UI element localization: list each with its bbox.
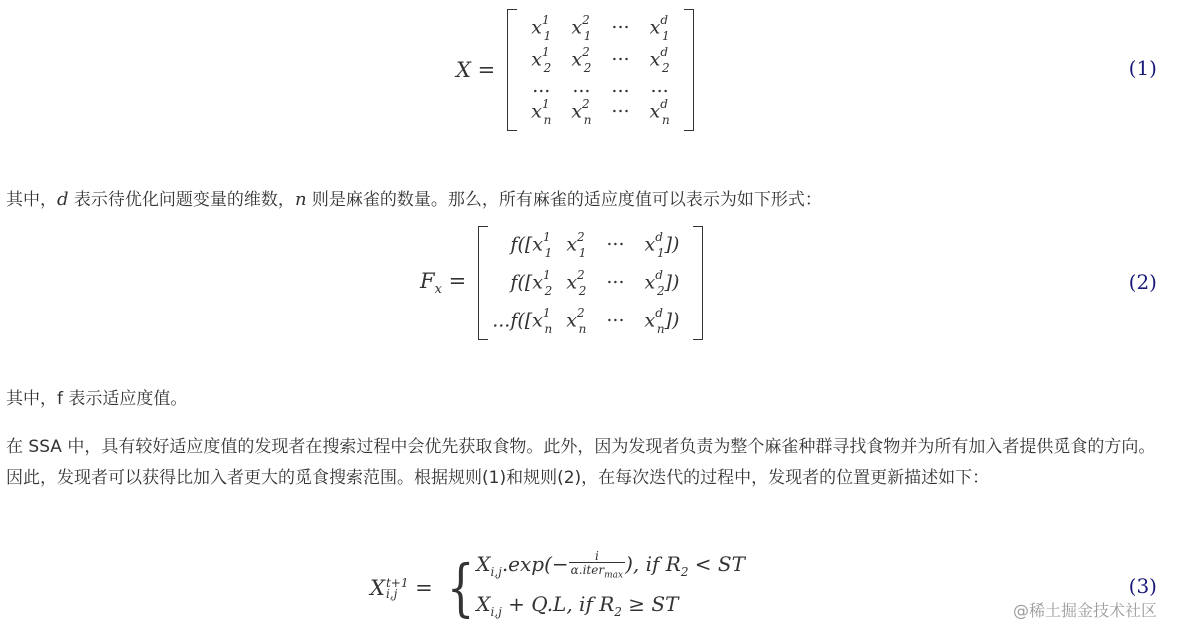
matrix-cell: $x^d_n$])	[644, 306, 680, 337]
left-brace: {	[446, 551, 475, 624]
case-1: $X_{i,j}.\exp(-$ $\frac{i}{\alpha.iter_{max}}$ ), if $R_2$ < ST	[476, 548, 745, 581]
cases	[476, 548, 745, 628]
paragraph-discoverer: 在 SSA 中，具有较好适应度值的发现者在搜索过程中会优先获取食物。此外，因为发现者负责为整个麻雀种群寻找食物并为所有加入者提供觅食的方向。因此，发现者可以获得比加入者更大的觅食搜索范围。根据规则(1)和规则(2)，在每次迭代的过程中，发现者的位置更新描述如下：	[6, 437, 1156, 488]
para1-text-2: 表示待优化问题变量的维数，	[68, 190, 295, 210]
equation-1-body	[456, 12, 694, 128]
watermark: @稀土掘金技术社区	[1012, 601, 1157, 620]
equation-2	[0, 227, 1177, 337]
var-n: n	[294, 189, 307, 210]
matrix-cell: $x^d_1$	[649, 12, 670, 43]
equation-3-lhs: X t+1 i,j =	[370, 575, 433, 602]
matrix-cell: ...	[606, 265, 625, 288]
matrix-cell: $x^d_1$])	[644, 229, 680, 260]
matrix-cell: ...	[532, 75, 551, 98]
matrix-cell: $x^2_1$	[566, 229, 587, 260]
matrix-cell: ...	[611, 75, 630, 98]
matrix-cell: $...f([x^1_n$	[492, 306, 553, 337]
equation-3	[0, 548, 1177, 624]
matrix-cell: $x^d_n$	[649, 97, 670, 128]
equation-2-number: (2)	[1128, 270, 1157, 294]
para1-text-1: 其中，	[6, 190, 57, 210]
equation-2-lhs: $F_x$ =	[420, 268, 467, 298]
equation-3-number: (3)	[1128, 574, 1157, 598]
paragraph-fitness: 其中，f 表示适应度值。	[6, 389, 188, 409]
equation-2-body	[420, 227, 703, 337]
matrix-cell: $x^2_2$	[571, 44, 592, 76]
matrix-cell: ...	[650, 75, 669, 98]
matrix-fx	[478, 226, 703, 340]
matrix-cell: $x^1_2$	[531, 44, 552, 76]
matrix-x	[507, 9, 693, 131]
matrix-cell: $f([x^1_2$	[510, 267, 553, 299]
matrix-cell: $x^1_n$	[531, 97, 552, 128]
matrix-cell: $x^2_1$	[571, 12, 592, 43]
matrix-cell: ...	[606, 227, 625, 250]
equation-1-number: (1)	[1128, 56, 1157, 80]
matrix-cell: $x^2_n$	[571, 97, 592, 128]
matrix-cell: $x^1_1$	[531, 12, 552, 43]
matrix-cell: $f([x^1_1$	[510, 229, 553, 260]
equation-1	[0, 12, 1177, 128]
equation-3-body	[370, 548, 745, 624]
matrix-cell: $x^2_n$	[566, 306, 587, 337]
matrix-cell: ...	[611, 10, 630, 33]
matrix-cell: ...	[611, 95, 630, 118]
matrix-cell: ...	[572, 75, 591, 98]
matrix-cell: ...	[606, 304, 625, 327]
matrix-cell: $x^d_2$	[649, 44, 670, 76]
var-d: d	[57, 189, 69, 210]
paragraph-dimensions	[6, 184, 1156, 216]
equation-1-lhs: X =	[456, 58, 496, 82]
matrix-cell: $x^d_2$])	[644, 267, 680, 299]
matrix-cell: ...	[611, 42, 630, 65]
case-2: $X_{i,j} + Q.L$, if $R_2$ ≥ ST	[476, 592, 679, 619]
para1-text-3: 则是麻雀的数量。那么，所有麻雀的适应度值可以表示为如下形式：	[306, 190, 822, 210]
matrix-cell: $x^2_2$	[566, 267, 587, 299]
